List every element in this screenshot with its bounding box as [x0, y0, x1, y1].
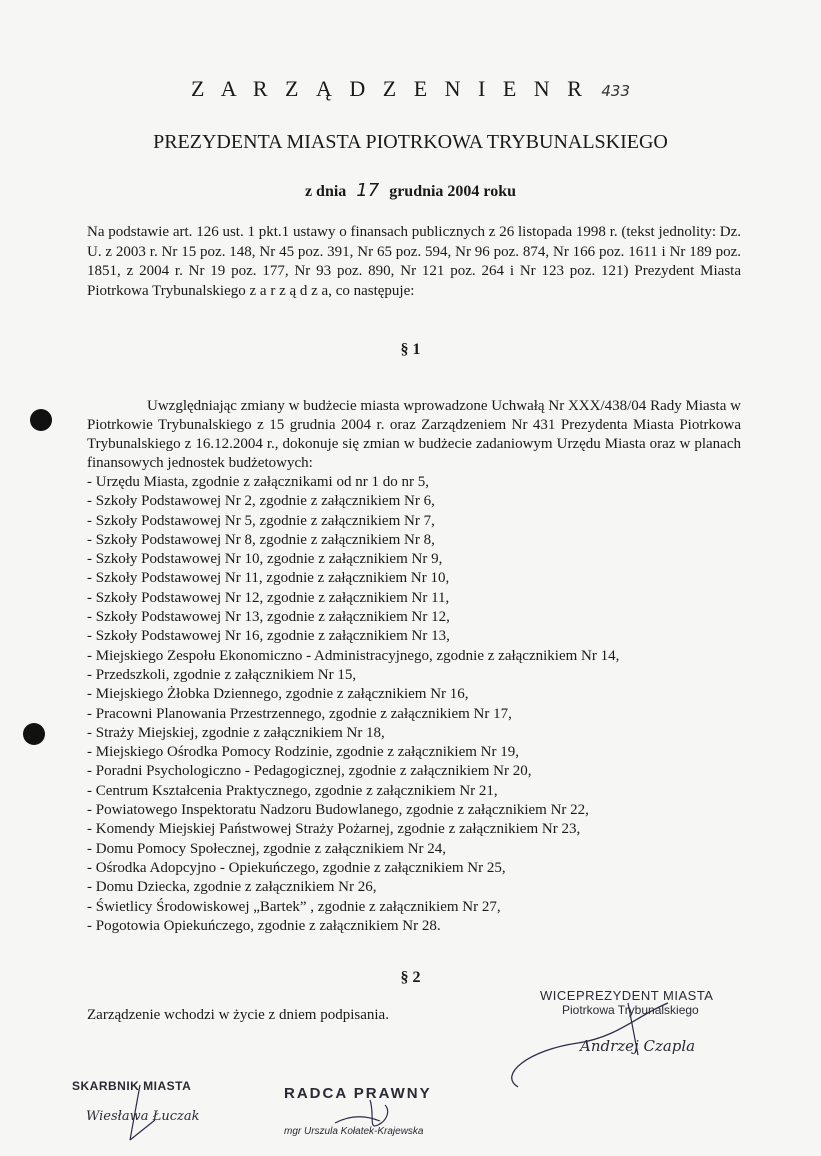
section-1-body: Uwzględniając zmiany w budżecie miasta wprowadzone Uchwałą Nr XXX/438/04 Rady Miasta w Piotrkowie Trybunalskiego z 15 grudnia 2004 r. oraz Zarządzeniem Nr 431 Prezydenta Miasta Piotrkowa Trybunalskiego z 16.12.2004 r., dokonuje się zmian w budżecie zadaniowym Urzędu Miasta oraz w planach finansowych jednostek budżetowych: — [87, 398, 741, 471]
list-item: - Szkoły Podstawowej Nr 8, zgodnie z załącznikiem Nr 8, — [87, 531, 435, 548]
section-2-body: Zarządzenie wchodzi w życie z dniem podpisania. — [87, 1007, 389, 1023]
list-item: - Szkoły Podstawowej Nr 11, zgodnie z załącznikiem Nr 10, — [87, 570, 450, 587]
intro-paragraph: Na podstawie art. 126 ust. 1 pkt.1 ustawy o finansach publicznych z 26 listopada 1998 r. (tekst jednolity: Dz. U. z 2003 r. Nr 15 poz. 148, Nr 45 poz. 391, Nr 65 poz. 594, Nr 96 poz. 874, Nr 166 poz. 1611 i Nr 189 poz. 1851, z 2004 r. Nr 19 poz. 177, Nr 93 poz. 890, Nr 121 poz. 264 i Nr 123 poz. 121) Prezydent Miasta Piotrkowa Trybunalskiego z a r z ą d z a, co następuje: — [87, 224, 741, 299]
legal-advisor-title: RADCA PRAWNY — [284, 1085, 432, 1102]
date-day-handwritten: 17 — [356, 180, 380, 201]
punch-hole-dot — [23, 723, 45, 745]
list-item: - Poradni Psychologiczno - Pedagogicznej, zgodnie z załącznikiem Nr 20, — [87, 763, 532, 780]
section-1-heading: § 1 — [400, 341, 421, 358]
list-item: - Przedszkoli, zgodnie z załącznikiem Nr 15, — [87, 666, 357, 683]
date-prefix: z dnia — [304, 183, 347, 200]
document-subtitle: PREZYDENTA MIASTA PIOTRKOWA TRYBUNALSKIEGO — [153, 131, 668, 153]
list-item: - Szkoły Podstawowej Nr 10, zgodnie z załącznikiem Nr 9, — [87, 551, 443, 568]
list-item: - Miejskiego Ośrodka Pomocy Rodzinie, zgodnie z załącznikiem Nr 19, — [87, 744, 519, 761]
list-item: - Świetlicy Środowiskowej „Bartek” , zgodnie z załącznikiem Nr 27, — [87, 898, 501, 915]
list-item: - Domu Pomocy Społecznej, zgodnie z załącznikiem Nr 24, — [87, 840, 447, 857]
list-item: - Szkoły Podstawowej Nr 16, zgodnie z załącznikiem Nr 13, — [87, 628, 450, 645]
list-item: - Komendy Miejskiej Państwowej Straży Pożarnej, zgodnie z załącznikiem Nr 23, — [87, 821, 581, 838]
treasurer-name: Wiesława Łuczak — [86, 1109, 200, 1124]
list-item: - Szkoły Podstawowej Nr 12, zgodnie z załącznikiem Nr 11, — [87, 589, 450, 606]
date-suffix: grudnia 2004 roku — [389, 183, 517, 200]
legal-advisor-name: mgr Urszula Kołatek-Krajewska — [284, 1126, 424, 1137]
document-date — [0, 180, 821, 201]
list-item: - Szkoły Podstawowej Nr 13, zgodnie z załącznikiem Nr 12, — [87, 609, 450, 626]
vice-president-title: WICEPREZYDENT MIASTA — [540, 988, 714, 1003]
treasurer-title: SKARBNIK MIASTA — [72, 1079, 192, 1093]
legal-advisor-signature-icon — [330, 1095, 410, 1140]
list-item: - Miejskiego Żłobka Dziennego, zgodnie z załącznikiem Nr 16, — [87, 686, 469, 703]
list-item: - Powiatowego Inspektoratu Nadzoru Budowlanego, zgodnie z załącznikiem Nr 22, — [87, 802, 589, 819]
title-text: Z A R Z Ą D Z E N I E N R — [190, 76, 588, 101]
units-list — [87, 473, 767, 936]
section-2-heading: § 2 — [400, 969, 421, 986]
list-item: - Miejskiego Zespołu Ekonomiczno - Administracyjnego, zgodnie z załącznikiem Nr 14, — [87, 647, 620, 664]
document-title — [0, 76, 821, 102]
list-item: - Domu Dziecka, zgodnie z załącznikiem Nr 26, — [87, 879, 377, 896]
list-item: - Pogotowia Opiekuńczego, zgodnie z załącznikiem Nr 28. — [87, 917, 441, 934]
list-item: - Centrum Kształcenia Praktycznego, zgodnie z załącznikiem Nr 21, — [87, 782, 498, 799]
list-item: - Ośrodka Adopcyjno - Opiekuńczego, zgodnie z załącznikiem Nr 25, — [87, 859, 506, 876]
list-item: - Szkoły Podstawowej Nr 5, zgodnie z załącznikiem Nr 7, — [87, 512, 435, 529]
list-item: - Straży Miejskiej, zgodnie z załącznikiem Nr 18, — [87, 724, 385, 741]
treasurer-signature-icon — [100, 1080, 180, 1150]
vice-president-signature-icon — [488, 995, 708, 1095]
list-item: - Szkoły Podstawowej Nr 2, zgodnie z załącznikiem Nr 6, — [87, 493, 435, 510]
vice-president-name: Andrzej Czapla — [580, 1037, 696, 1055]
list-item: - Urzędu Miasta, zgodnie z załącznikami od nr 1 do nr 5, — [87, 474, 429, 490]
title-number-handwritten: 433 — [601, 82, 631, 100]
list-item: - Pracowni Planowania Przestrzennego, zgodnie z załącznikiem Nr 17, — [87, 705, 512, 722]
vice-president-city: Piotrkowa Trybunalskiego — [562, 1003, 699, 1017]
punch-hole-dot — [30, 409, 52, 431]
